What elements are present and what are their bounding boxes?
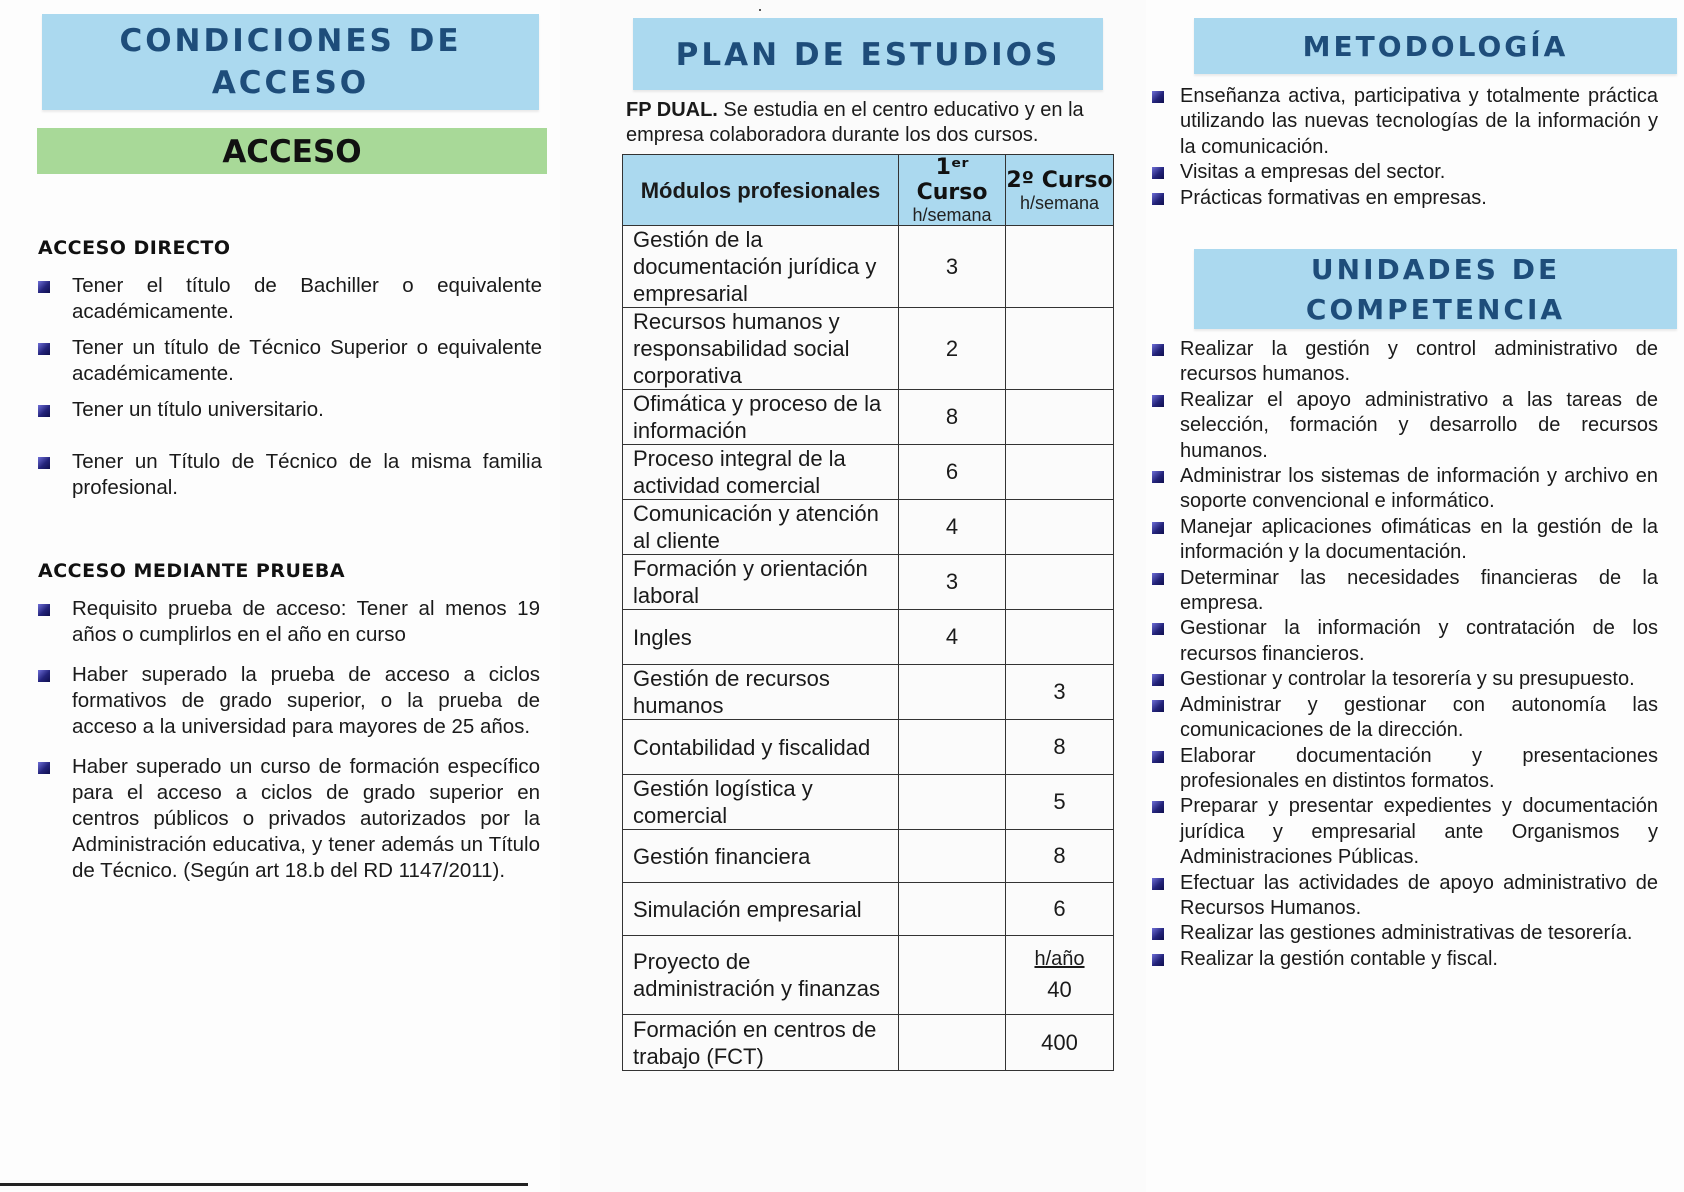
metodologia-item-text: Enseñanza activa, participativa y totalmente práctica utilizando las nuevas tecnologías de la información y la comunicación.: [1180, 85, 1658, 158]
divider-line: [0, 1183, 528, 1186]
curso-2-hours: 400: [1041, 1029, 1078, 1055]
acceso-directo-item: [36, 273, 542, 325]
module-name: Formación y orientación laboral: [623, 555, 899, 610]
banner-condiciones-line2: ACCESO: [211, 65, 370, 101]
curso-1-hours: [899, 720, 1006, 775]
unidad-competencia-item-text: Elaborar documentación y presentaciones profesionales en distintos formatos.: [1180, 744, 1658, 792]
module-name: Ofimática y proceso de la información: [623, 390, 899, 445]
acceso-prueba-heading: ACCESO MEDIANTE PRUEBA: [38, 560, 346, 582]
plan-table-row: [623, 610, 1114, 665]
header-curso-1: [899, 155, 1006, 226]
module-name: Gestión de la documentación jurídica y empresarial: [623, 226, 899, 308]
plan-table-row: [623, 720, 1114, 775]
curso-2-hours-cell: [1006, 720, 1114, 775]
bullet-icon: [1152, 674, 1164, 686]
unidad-competencia-item: [1134, 693, 1658, 744]
module-name: Proceso integral de la actividad comercial: [623, 445, 899, 500]
unidad-competencia-item: [1134, 871, 1658, 922]
bullet-icon: [38, 762, 50, 774]
bullet-icon: [38, 457, 50, 469]
bullet-icon: [1152, 193, 1164, 205]
bullet-icon: [38, 281, 50, 293]
banner-plan-estudios: PLAN DE ESTUDIOS: [633, 18, 1103, 90]
unidad-competencia-item: [1134, 667, 1658, 692]
plan-table-row: [623, 936, 1114, 1015]
unidad-competencia-item: [1134, 616, 1658, 667]
curso-1-hours: [899, 936, 1006, 1015]
acceso-prueba-item: [36, 754, 540, 884]
plan-intro-text: Se estudia en el centro educativo y en la empresa colaboradora durante los dos cursos.: [626, 99, 1084, 146]
header-curso-2: [1006, 155, 1114, 226]
acceso-directo-item-text: Tener un Título de Técnico de la misma familia profesional.: [72, 450, 542, 499]
acceso-directo-item-text: Tener el título de Bachiller o equivalente académicamente.: [72, 274, 542, 323]
unidad-competencia-item: [1134, 566, 1658, 617]
header-modules: Módulos profesionales: [623, 155, 899, 226]
metodologia-item-text: Prácticas formativas en empresas.: [1180, 186, 1487, 209]
bullet-icon: [1152, 801, 1164, 813]
plan-table-row: [623, 308, 1114, 390]
metodologia-item-text: Visitas a empresas del sector.: [1180, 161, 1446, 184]
bullet-icon: [1152, 344, 1164, 356]
plan-table-row: [623, 390, 1114, 445]
bullet-icon: [38, 670, 50, 682]
module-name: Contabilidad y fiscalidad: [623, 720, 899, 775]
unidad-competencia-item: [1134, 515, 1658, 566]
bullet-icon: [1152, 91, 1164, 103]
module-name: Gestión financiera: [623, 830, 899, 883]
curso-2-hours-cell: [1006, 445, 1114, 500]
plan-table-row: [623, 555, 1114, 610]
acceso-prueba-item: [36, 662, 540, 740]
acceso-directo-item: [36, 397, 542, 423]
metodologia-item: [1134, 84, 1658, 160]
curso-1-hours: [899, 830, 1006, 883]
metodologia-item: [1134, 186, 1658, 211]
plan-table-row: [623, 445, 1114, 500]
acceso-directo-item-text: Tener un título universitario.: [72, 398, 324, 421]
curso-1-hours: [899, 665, 1006, 720]
bullet-icon: [1152, 395, 1164, 407]
plan-table-row: [623, 665, 1114, 720]
unidad-competencia-item-text: Administrar y gestionar con autonomía las comunicaciones de la dirección.: [1180, 693, 1658, 742]
unidad-competencia-item-text: Determinar las necesidades financieras de la empresa.: [1180, 566, 1658, 615]
curso-2-hours: 8: [1053, 734, 1066, 759]
curso-1-hours: [899, 883, 1006, 936]
unidad-competencia-item-text: Gestionar y controlar la tesorería y su presupuesto.: [1180, 668, 1635, 691]
speck: [759, 9, 761, 11]
unidad-competencia-item-text: Realizar las gestiones administrativas de tesorería.: [1180, 922, 1633, 945]
header-curso-1-sub: h/semana: [912, 205, 992, 225]
acceso-directo-heading: ACCESO DIRECTO: [38, 237, 231, 259]
header-curso-2-label: 2º Curso: [1006, 167, 1113, 193]
banner-unidades-line2: COMPETENCIA: [1305, 293, 1566, 326]
curso-1-hours: [899, 775, 1006, 830]
module-name: Simulación empresarial: [623, 883, 899, 936]
bullet-icon: [1152, 573, 1164, 585]
banner-unidades-line1: UNIDADES DE: [1310, 253, 1561, 286]
metodologia-list: [1134, 84, 1658, 211]
bullet-icon: [1152, 700, 1164, 712]
unidad-competencia-item-text: Preparar y presentar expedientes y documentación jurídica y empresarial ante Organismos y Administraciones Públicas.: [1180, 795, 1658, 869]
bullet-icon: [38, 343, 50, 355]
acceso-prueba-item: [36, 596, 540, 648]
bullet-icon: [1152, 167, 1164, 179]
unidad-competencia-item-text: Administrar los sistemas de información y archivo en soporte convencional e informático.: [1180, 465, 1658, 513]
bullet-icon: [1152, 471, 1164, 483]
unidad-competencia-item-text: Realizar la gestión contable y fiscal.: [1180, 947, 1498, 970]
unidad-competencia-item: [1134, 794, 1658, 870]
plan-table-header: [623, 155, 1114, 226]
curso-2-hours-cell: [1006, 610, 1114, 665]
curso-1-hours: 2: [899, 308, 1006, 390]
acceso-directo-item: [36, 449, 542, 501]
plan-table-row: [623, 883, 1114, 936]
curso-1-hours: 8: [899, 390, 1006, 445]
hours-per-year-unit: h/año: [1034, 947, 1085, 970]
curso-2-hours: 40: [1047, 976, 1072, 1002]
unidad-competencia-item: [1134, 464, 1658, 515]
module-name: Formación en centros de trabajo (FCT): [623, 1015, 899, 1071]
plan-table-row: [623, 830, 1114, 883]
curso-2-hours: 3: [1053, 679, 1066, 704]
panel-plan-estudios: [560, 0, 1146, 1192]
banner-metodologia: METODOLOGÍA: [1194, 18, 1677, 74]
curso-2-hours-cell: [1006, 226, 1114, 308]
plan-intro-bold: FP DUAL.: [626, 99, 718, 121]
module-name: Recursos humanos y responsabilidad social corporativa: [623, 308, 899, 390]
bullet-icon: [38, 604, 50, 616]
curso-1-hours: 4: [899, 610, 1006, 665]
bullet-icon: [1152, 623, 1164, 635]
bullet-icon: [38, 405, 50, 417]
unidad-competencia-item-text: Realizar la gestión y control administrativo de recursos humanos.: [1180, 338, 1658, 386]
acceso-prueba-list: [36, 596, 540, 898]
curso-2-hours-cell: [1006, 390, 1114, 445]
curso-1-hours: [899, 1015, 1006, 1071]
plan-intro: [626, 98, 1110, 148]
curso-1-hours: 3: [899, 226, 1006, 308]
curso-2-hours: 8: [1053, 843, 1066, 868]
unidad-competencia-item-text: Gestionar la información y contratación de los recursos financieros.: [1180, 617, 1658, 665]
unidad-competencia-item-text: Efectuar las actividades de apoyo administrativo de Recursos Humanos.: [1180, 871, 1658, 919]
unidad-competencia-item: [1134, 388, 1658, 464]
acceso-directo-list: [36, 273, 542, 511]
curso-1-hours: 6: [899, 445, 1006, 500]
curso-2-hours-cell: [1006, 936, 1114, 1015]
module-name: Gestión logística y comercial: [623, 775, 899, 830]
curso-2-hours-cell: [1006, 665, 1114, 720]
curso-2-hours: 5: [1053, 789, 1066, 814]
banner-condiciones-line1: CONDICIONES DE: [119, 23, 462, 59]
module-name: Comunicación y atención al cliente: [623, 500, 899, 555]
acceso-prueba-item-text: Haber superado la prueba de acceso a ciclos formativos de grado superior, o la prueba de acceso a la universidad para mayores de 25 años.: [72, 663, 540, 738]
panel-condiciones-acceso: [0, 0, 560, 1192]
acceso-directo-item-text: Tener un título de Técnico Superior o equivalente académicamente.: [72, 336, 542, 385]
curso-2-hours-cell: [1006, 775, 1114, 830]
curso-2-hours-cell: [1006, 1015, 1114, 1071]
bullet-icon: [1152, 751, 1164, 763]
unidad-competencia-item: [1134, 744, 1658, 795]
unidades-list: [1134, 337, 1658, 972]
curso-2-hours-cell: [1006, 883, 1114, 936]
bullet-icon: [1152, 954, 1164, 966]
module-name: Gestión de recursos humanos: [623, 665, 899, 720]
module-name: Proyecto de administración y finanzas: [623, 936, 899, 1015]
curso-2-hours-cell: [1006, 555, 1114, 610]
plan-table: [622, 154, 1114, 1071]
unidad-competencia-item: [1134, 947, 1658, 972]
acceso-prueba-item-text: Haber superado un curso de formación específico para el acceso a ciclos de grado superior en centros públicos o privados autorizados por la Administración educativa, y tener además un Título de Técnico. (Según art 18.b del RD 1147/2011).: [72, 755, 540, 882]
panel-metodologia: [1146, 0, 1684, 1192]
unidad-competencia-item: [1134, 921, 1658, 946]
curso-2-hours: 6: [1053, 896, 1066, 921]
bullet-icon: [1152, 522, 1164, 534]
acceso-directo-item: [36, 335, 542, 387]
bullet-icon: [1152, 928, 1164, 940]
banner-unidades-competencia: [1194, 249, 1677, 329]
curso-2-hours-cell: [1006, 308, 1114, 390]
curso-1-hours: 4: [899, 500, 1006, 555]
unidad-competencia-item-text: Manejar aplicaciones ofimáticas en la gestión de la información y la documentación.: [1180, 515, 1658, 564]
curso-2-hours-cell: [1006, 500, 1114, 555]
unidad-competencia-item: [1134, 337, 1658, 388]
plan-table-row: [623, 1015, 1114, 1071]
banner-condiciones-acceso: [42, 14, 539, 110]
curso-1-hours: 3: [899, 555, 1006, 610]
header-curso-2-sub: h/semana: [1019, 192, 1100, 213]
plan-table-row: [623, 775, 1114, 830]
bullet-icon: [1152, 878, 1164, 890]
curso-2-hours-cell: [1006, 830, 1114, 883]
unidad-competencia-item-text: Realizar el apoyo administrativo a las tareas de selección, formación y desarrollo de recursos humanos.: [1180, 388, 1658, 462]
acceso-label: ACCESO: [37, 128, 547, 174]
plan-table-row: [623, 500, 1114, 555]
module-name: Ingles: [623, 610, 899, 665]
header-curso-1-label: 1ᵉʳ Curso: [916, 155, 988, 205]
plan-table-row: [623, 226, 1114, 308]
metodologia-item: [1134, 160, 1658, 185]
acceso-prueba-item-text: Requisito prueba de acceso: Tener al menos 19 años o cumplirlos en el año en curso: [72, 597, 540, 646]
